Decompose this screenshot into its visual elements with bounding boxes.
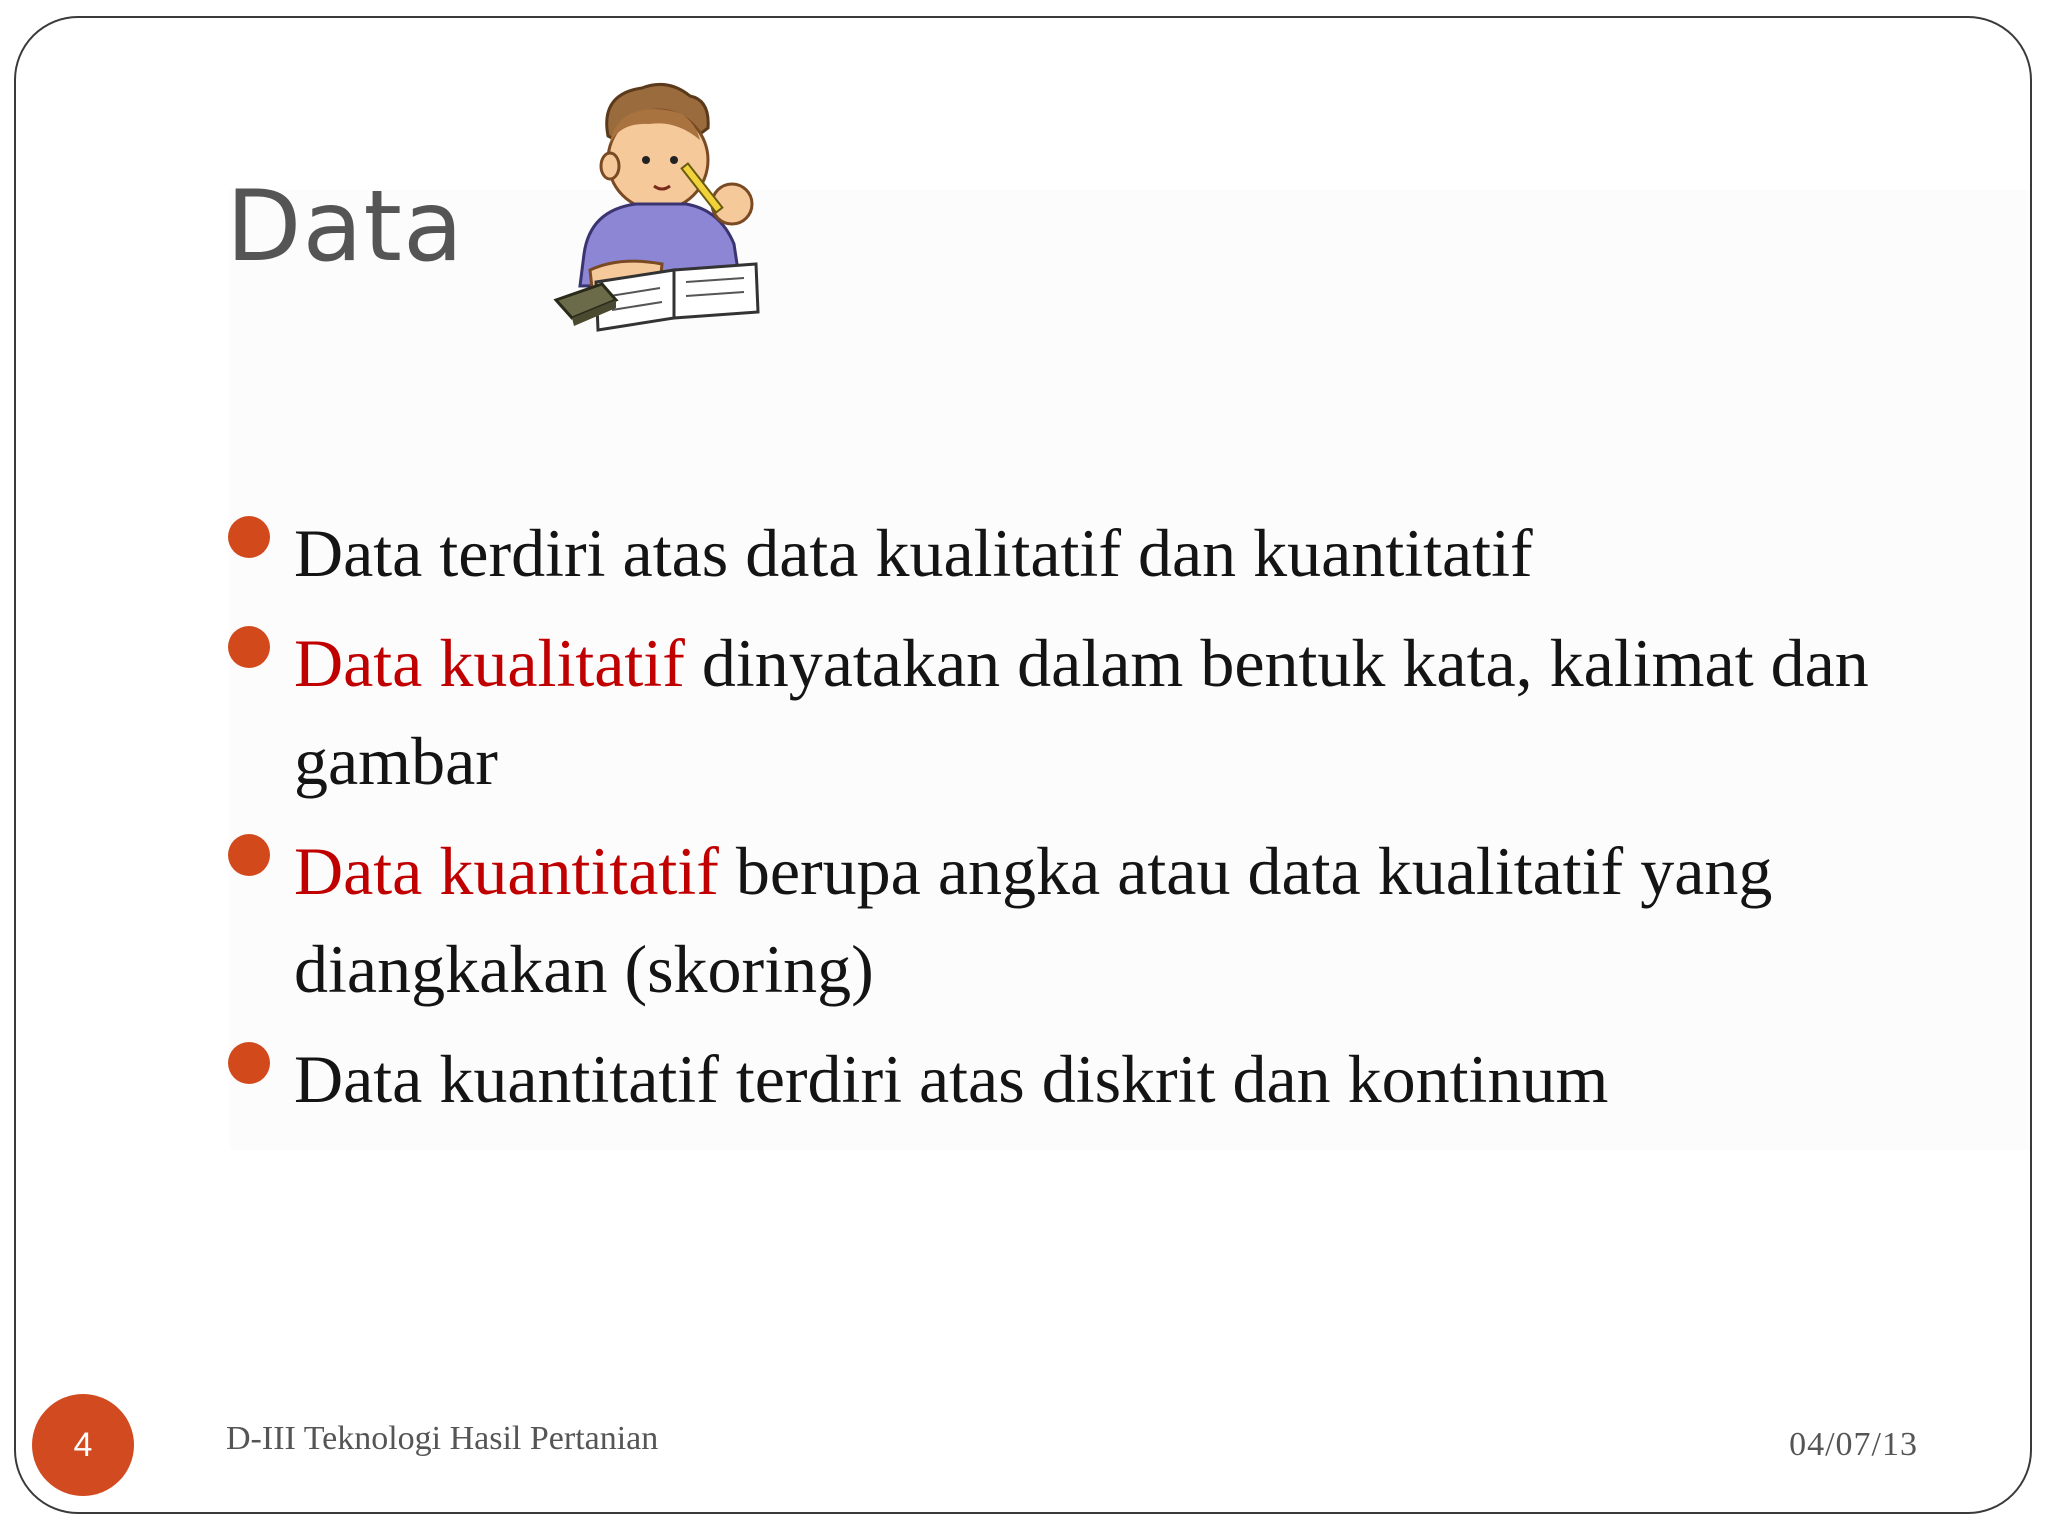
bullet-highlight: Data kuantitatif: [294, 833, 719, 909]
bullet-dot-icon: [228, 834, 270, 876]
slide-title: Data: [226, 170, 464, 284]
bullet-text: Data terdiri atas data kualitatif dan kuantitatif: [294, 515, 1533, 591]
bullet-dot-icon: [228, 626, 270, 668]
footer-date: 04/07/13: [1789, 1426, 1918, 1463]
bullet-dot-icon: [228, 516, 270, 558]
bullet-highlight: Data kualitatif: [294, 625, 685, 701]
student-studying-icon: [550, 74, 810, 344]
footer-course: D-III Teknologi Hasil Pertanian: [226, 1420, 659, 1457]
bullet-item: [228, 614, 1878, 810]
bullet-dot-icon: [228, 1042, 270, 1084]
bullet-text: Data kuantitatif terdiri atas diskrit dan kontinum: [294, 1041, 1609, 1117]
bullet-text: dinyatakan dalam bentuk kata, kalimat dan gambar: [294, 625, 1869, 799]
bullet-text: berupa angka atau data kualitatif yang diangkakan (skoring): [294, 833, 1773, 1007]
bullet-item: [228, 504, 1878, 602]
slide-number-badge: 4: [32, 1394, 134, 1496]
bullet-item: [228, 1030, 1878, 1128]
bullet-list: [228, 504, 1878, 1140]
bullet-item: [228, 822, 1878, 1018]
